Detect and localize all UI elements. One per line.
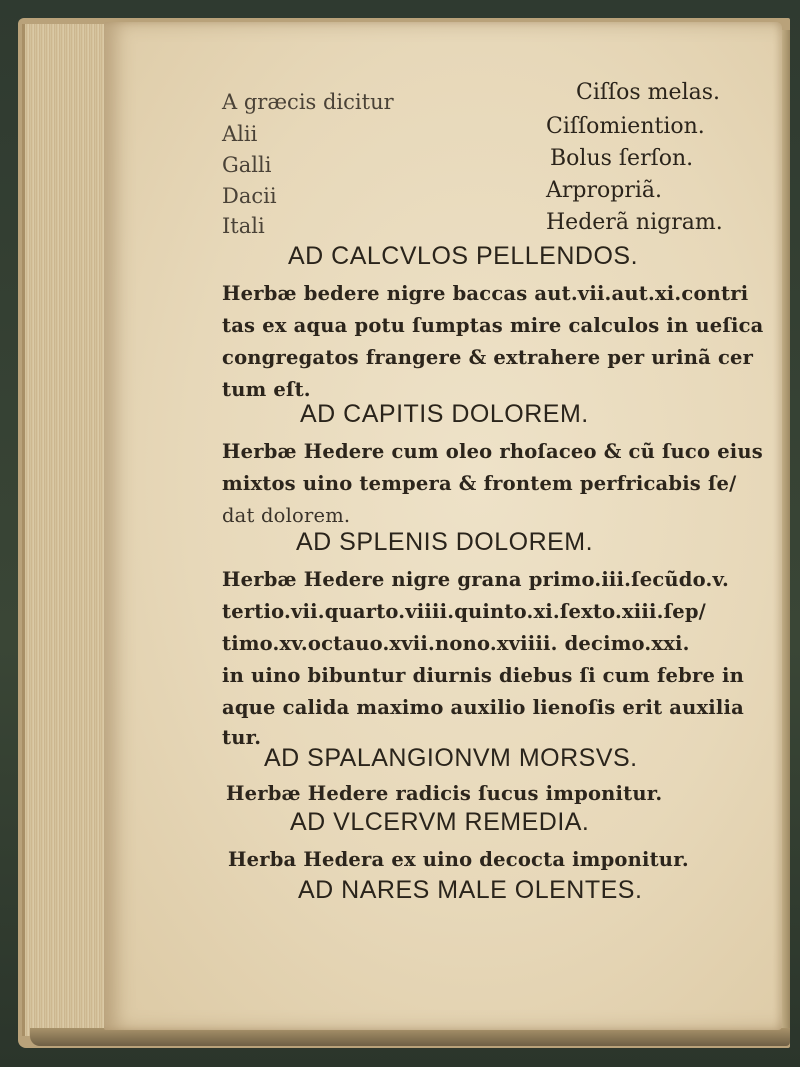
section-heading: AD NARES MALE OLENTES.: [298, 876, 643, 904]
synonym-value: Arpropriã.: [546, 178, 662, 203]
book-page: [104, 22, 782, 1030]
synonym-value: Bolus ſerſon.: [550, 146, 694, 171]
synonym-label: Alii: [222, 122, 258, 146]
synonym-label: Galli: [222, 153, 272, 177]
synonym-label: A græcis dicitur: [222, 90, 394, 114]
text-line: tur.: [222, 726, 262, 749]
text-line: Herbæ bedere nigre baccas aut.vii.aut.xi.contri: [222, 282, 749, 305]
text-line: tas ex aqua potu ſumptas mire calculos in ueſica: [222, 314, 764, 337]
text-line: congregatos frangere & extrahere per urinã cer: [222, 346, 754, 369]
text-line: aque calida maximo auxilio lienoſis erit auxilia: [222, 696, 744, 719]
section-heading: AD SPALANGIONVM MORSVS.: [264, 744, 638, 772]
text-line: tum eſt.: [222, 378, 311, 401]
synonym-label: Itali: [222, 214, 265, 238]
text-line: in uino bibuntur diurnis diebus ſi cum febre in: [222, 664, 745, 687]
bottom-cover-edge: [30, 1028, 790, 1046]
text-line: Herbæ Hedere radicis ſucus imponitur.: [226, 782, 663, 805]
text-line: Herbæ Hedere cum oleo rhoſaceo & cũ ſuco eius: [222, 440, 763, 463]
page-stack-edges: [22, 24, 115, 1036]
synonym-value: Ciſſomiention.: [546, 114, 705, 139]
section-heading: AD CAPITIS DOLOREM.: [300, 400, 589, 428]
section-heading: AD CALCVLOS PELLENDOS.: [288, 242, 639, 270]
section-heading: AD SPLENIS DOLOREM.: [296, 528, 594, 556]
text-line: Herba Hedera ex uino decocta imponitur.: [228, 848, 689, 871]
section-heading: AD VLCERVM REMEDIA.: [290, 808, 590, 836]
text-line: timo.xv.octauo.xvii.nono.xviiii. decimo.xxi.: [222, 632, 690, 655]
text-line: mixtos uino tempera & frontem perfricabis ſe/: [222, 472, 737, 495]
synonym-label: Dacii: [222, 184, 277, 208]
text-line: Herbæ Hedere nigre grana primo.iii.ſecũdo.v.: [222, 568, 730, 591]
text-line: dat dolorem.: [222, 504, 351, 527]
text-line: tertio.vii.quarto.viiii.quinto.xi.ſexto.xiii.ſep/: [222, 600, 706, 623]
synonym-value: Hederã nigram.: [546, 210, 723, 235]
synonym-value: Ciſſos melas.: [576, 80, 720, 105]
